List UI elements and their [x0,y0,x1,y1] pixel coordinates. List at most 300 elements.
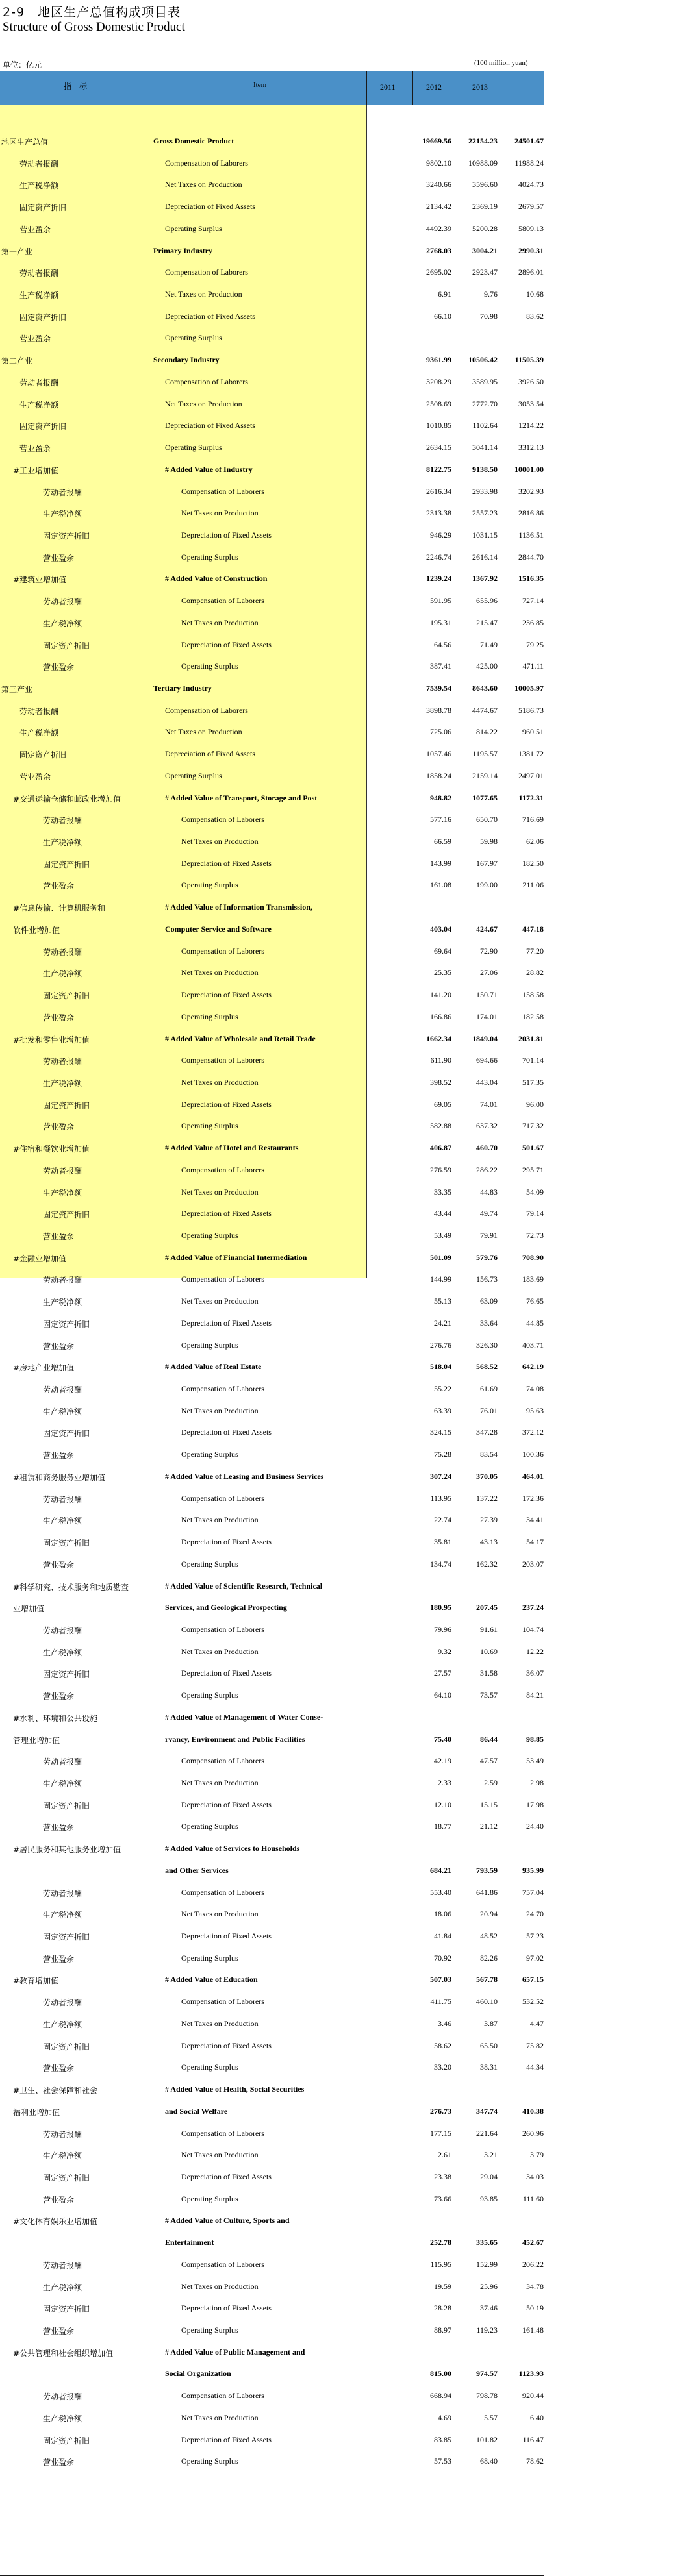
row-value-2011: 1239.24 [426,574,451,584]
row-label-cn: #工业增加值 [13,465,59,475]
row-label-cn: 劳动者报酬 [43,1057,82,1067]
header-year-2011: 2011 [380,82,396,92]
row-label-cn: 生产税净额 [43,2414,82,2423]
table-row [0,2451,544,2470]
row-value-2011: 9802.10 [426,158,451,167]
row-label-cn: 营业盈余 [43,2064,75,2074]
row-label-cn: #批发和零售业增加值 [13,1035,90,1045]
row-label-cn: 劳动者报酬 [43,1889,82,1898]
row-value-2012: 3596.60 [472,180,498,190]
table-row [0,854,544,872]
row-label-en: Net Taxes on Production [181,1778,259,1787]
table-row [0,2057,544,2075]
row-label-cn: 第三产业 [1,685,33,694]
table-row [0,1269,544,1287]
row-label-cn: 营业盈余 [43,553,75,563]
row-value-2012: 21.12 [480,1822,498,1831]
row-value-2011: 33.35 [434,1187,451,1196]
row-value-2013: 76.65 [526,1296,544,1306]
table-row [0,350,544,368]
row-value-2011: 684.21 [430,1865,451,1875]
row-value-2013: 79.14 [526,1209,544,1219]
row-value-2013: 11988.24 [514,158,544,167]
row-value-2013: 2.98 [530,1778,544,1787]
row-value-2011: 66.10 [434,311,451,321]
row-value-2013: 72.73 [526,1231,544,1240]
row-value-2013: 237.24 [522,1603,544,1613]
row-label-en: # Added Value of Education [165,1975,258,1985]
row-value-2011: 1057.46 [426,749,451,759]
row-value-2012: 207.45 [476,1603,498,1613]
table-row [0,1467,544,1485]
table-row [0,460,544,478]
row-value-2012: 9.76 [484,290,498,299]
table-row [0,525,544,543]
row-label-en: Operating Surplus [181,1559,238,1568]
row-value-2011: 9361.99 [426,355,451,365]
row-value-2013: 471.11 [522,662,544,671]
row-label-cn: 固定资产折旧 [43,1210,90,1220]
row-value-2013: 935.99 [522,1865,544,1875]
row-label-en: Operating Surplus [181,2457,238,2466]
row-value-2012: 2933.98 [472,486,498,496]
table-row [0,1663,544,1681]
row-value-2013: 464.01 [522,1471,544,1481]
row-label-en: # Added Value of Scientific Research, Technical [165,1581,323,1591]
row-label-cn: 生产税净额 [19,400,59,410]
row-value-2013: 2896.01 [518,267,544,277]
row-value-2012: 137.22 [476,1493,498,1503]
row-value-2013: 78.62 [526,2457,544,2466]
row-label-en: Depreciation of Fixed Assets [181,990,272,1000]
table-row [0,1160,544,1178]
row-value-2013: 757.04 [522,1887,544,1897]
row-value-2012: 65.50 [480,2040,498,2050]
row-label-cn: #居民服务和其他服务业增加值 [13,1845,121,1855]
row-value-2012: 25.96 [480,2281,498,2291]
row-label-en: and Social Welfare [165,2106,228,2116]
row-value-2012: 91.61 [480,1624,498,1634]
row-value-2013: 98.85 [526,1734,544,1744]
table-row [0,2124,544,2142]
row-value-2011: 73.66 [434,2194,451,2203]
row-value-2012: 37.46 [480,2303,498,2313]
row-value-2011: 276.76 [430,1340,451,1350]
row-value-2013: 96.00 [526,1099,544,1109]
row-label-cn: 营业盈余 [19,444,51,454]
row-value-2011: 387.41 [430,662,451,671]
row-value-2013: 4024.73 [518,180,544,190]
row-value-2012: 347.74 [476,2106,498,2116]
row-value-2011: 75.40 [434,1734,451,1744]
row-value-2013: 57.23 [526,1931,544,1941]
header-year-2012: 2012 [426,82,442,92]
row-label-cn: 营业盈余 [43,2195,75,2205]
table-row [0,1357,544,1375]
row-label-en: Operating Surplus [165,223,222,233]
table-row [0,1510,544,1528]
row-value-2012: 567.78 [476,1975,498,1985]
row-value-2013: 10.68 [526,290,544,299]
row-label-cn: 固定资产折旧 [43,860,90,869]
table-row [0,2211,544,2229]
row-value-2011: 27.57 [434,1668,451,1678]
row-label-en: # Added Value of Financial Intermediation [165,1252,307,1262]
row-label-en: and Other Services [165,1865,229,1875]
row-value-2013: 77.20 [526,946,544,956]
table-row [0,131,544,149]
row-value-2013: 172.36 [522,1493,544,1503]
table-row [0,1422,544,1441]
row-value-2011: 406.87 [430,1143,451,1153]
row-value-2011: 1858.24 [426,771,451,780]
row-value-2011: 507.03 [430,1975,451,1985]
row-value-2012: 71.49 [480,639,498,649]
row-value-2011: 9.32 [438,1646,451,1656]
table-row [0,2101,544,2120]
row-label-en: Net Taxes on Production [181,1077,259,1087]
row-value-2011: 134.74 [430,1559,451,1568]
row-value-2012: 974.57 [476,2369,498,2379]
row-label-en: Compensation of Laborers [181,1624,264,1634]
table-row [0,1795,544,1813]
row-value-2012: 3589.95 [472,377,498,386]
table-row [0,1116,544,1134]
row-value-2011: 55.13 [434,1296,451,1306]
row-value-2011: 19.59 [434,2281,451,2291]
row-value-2011: 1662.34 [426,1034,451,1043]
row-value-2013: 11505.39 [514,355,544,365]
row-label-en: Net Taxes on Production [181,617,259,627]
row-value-2012: 655.96 [476,596,498,606]
table-row [0,328,544,346]
row-value-2013: 1214.22 [518,421,544,430]
row-value-2011: 75.28 [434,1450,451,1459]
row-value-2012: 2159.14 [472,771,498,780]
table-row [0,635,544,653]
row-value-2012: 2369.19 [472,202,498,212]
table-row [0,2145,544,2163]
row-value-2011: 69.05 [434,1099,451,1109]
table-row [0,438,544,456]
row-label-cn: 固定资产折旧 [43,1100,90,1110]
row-value-2012: 637.32 [476,1121,498,1131]
row-label-cn: 劳动者报酬 [19,159,59,169]
row-label-cn: 营业盈余 [43,1232,75,1241]
row-label-en: Compensation of Laborers [181,1756,264,1766]
table-row [0,1948,544,1966]
table-row [0,2079,544,2098]
row-label-cn: 业增加值 [13,1604,45,1614]
row-label-cn: #公共管理和社会组织增加值 [13,2348,114,2358]
row-label-en: Net Taxes on Production [181,1406,259,1415]
row-label-en: Depreciation of Fixed Assets [181,1428,272,1437]
row-value-2011: 307.24 [430,1471,451,1481]
row-label-cn: 固定资产折旧 [43,1933,90,1942]
row-value-2013: 44.34 [526,2062,544,2072]
row-value-2012: 68.40 [480,2457,498,2466]
row-value-2013: 54.09 [526,1187,544,1196]
table-row [0,2298,544,2316]
row-label-cn: 劳动者报酬 [43,2392,82,2402]
row-label-cn: 劳动者报酬 [19,269,59,279]
row-value-2012: 2923.47 [472,267,498,277]
row-label-en: Compensation of Laborers [181,1997,264,2007]
row-value-2013: 295.71 [522,1165,544,1174]
table-row [0,1379,544,1397]
row-label-cn: 劳动者报酬 [43,947,82,957]
row-value-2012: 1849.04 [472,1034,498,1043]
row-value-2012: 156.73 [476,1274,498,1284]
row-label-en: Compensation of Laborers [181,1887,264,1897]
table-row [0,1204,544,1222]
row-value-2011: 7539.54 [426,684,451,693]
row-label-cn: 劳动者报酬 [43,2129,82,2139]
table-row [0,306,544,325]
row-label-en: Depreciation of Fixed Assets [181,639,272,649]
row-label-cn: 生产税净额 [43,2151,82,2161]
row-value-2013: 182.58 [522,1011,544,1021]
row-value-2013: 84.21 [526,1690,544,1700]
table-row [0,1554,544,1572]
row-label-cn: 营业盈余 [43,882,75,891]
table-row [0,262,544,280]
row-label-en: Entertainment [165,2238,214,2248]
row-value-2012: 48.52 [480,1931,498,1941]
row-value-2013: 3053.54 [518,399,544,408]
row-value-2011: 35.81 [434,1537,451,1547]
row-value-2011: 161.08 [430,880,451,890]
row-value-2012: 1031.15 [472,530,498,539]
row-label-en: Depreciation of Fixed Assets [181,530,272,539]
row-value-2013: 2497.01 [518,771,544,780]
row-value-2011: 180.95 [430,1603,451,1613]
row-value-2013: 3312.13 [518,443,544,452]
table-row [0,547,544,565]
row-label-en: Net Taxes on Production [165,727,242,737]
row-value-2013: 75.82 [526,2040,544,2050]
row-value-2011: 70.92 [434,1953,451,1963]
table-row [0,2255,544,2273]
row-label-cn: 营业盈余 [43,1560,75,1570]
table-row [0,1182,544,1200]
row-label-cn: 生产税净额 [43,1779,82,1789]
row-label-cn: #科学研究、技术服务和地质勘查 [13,1582,129,1592]
table-row [0,1970,544,1988]
row-value-2013: 24.70 [526,1909,544,1919]
row-value-2011: 276.73 [430,2106,451,2116]
row-label-cn: #住宿和餐饮业增加值 [13,1145,90,1154]
row-label-en: # Added Value of Management of Water Conse- [165,1712,323,1722]
row-label-cn: 生产税净额 [43,1648,82,1657]
row-label-en: Net Taxes on Production [165,180,242,190]
table-row [0,832,544,850]
row-label-cn: 固定资产折旧 [43,1539,90,1548]
row-label-en: Net Taxes on Production [181,1187,259,1196]
row-label-en: Compensation of Laborers [181,1056,264,1065]
row-value-2012: 424.67 [476,924,498,934]
row-label-cn: 劳动者报酬 [43,488,82,497]
row-value-2011: 725.06 [430,727,451,737]
row-label-en: # Added Value of Wholesale and Retail Trade [165,1034,316,1043]
row-label-en: Gross Domestic Product [153,136,234,145]
row-value-2011: 18.77 [434,1822,451,1831]
row-label-cn: 营业盈余 [43,1823,75,1833]
table-row [0,766,544,784]
row-value-2013: 410.38 [522,2106,544,2116]
row-value-2013: 24.40 [526,1822,544,1831]
row-value-2011: 252.78 [430,2238,451,2248]
row-label-cn: 管理业增加值 [13,1735,60,1745]
table-row [0,1883,544,1901]
row-value-2013: 158.58 [522,990,544,1000]
row-label-en: Operating Surplus [181,2062,238,2072]
row-value-2012: 70.98 [480,311,498,321]
row-label-cn: 营业盈余 [43,663,75,673]
row-label-en: Depreciation of Fixed Assets [181,858,272,868]
row-value-2011: 55.22 [434,1384,451,1394]
row-label-en: Compensation of Laborers [181,946,264,956]
row-value-2013: 100.36 [522,1450,544,1459]
row-label-cn: 软件业增加值 [13,925,60,935]
row-value-2013: 1172.31 [518,793,544,802]
row-value-2011: 946.29 [430,530,451,539]
row-value-2013: 1516.35 [518,574,544,584]
table-row [0,875,544,893]
row-value-2013: 17.98 [526,1800,544,1809]
table-row [0,1576,544,1594]
table-row [0,2430,544,2448]
table-row [0,1313,544,1331]
row-label-en: Depreciation of Fixed Assets [181,2434,272,2444]
table-row [0,2277,544,2295]
row-label-en: Operating Surplus [181,1690,238,1700]
row-value-2011: 144.99 [430,1274,451,1284]
unit-en: (100 million yuan) [474,59,528,67]
row-value-2013: 104.74 [522,1624,544,1634]
row-value-2012: 10988.09 [468,158,498,167]
table-row [0,656,544,675]
row-value-2011: 33.20 [434,2062,451,2072]
row-label-cn: 劳动者报酬 [19,706,59,716]
row-label-cn: #文化体育娱乐业增加值 [13,2217,98,2227]
row-value-2011: 2134.42 [426,202,451,212]
row-value-2012: 86.44 [480,1734,498,1744]
row-value-2011: 2695.02 [426,267,451,277]
row-label-cn: 劳动者报酬 [43,816,82,826]
row-label-en: Net Taxes on Production [181,837,259,847]
row-label-cn: 营业盈余 [43,1013,75,1022]
row-value-2012: 326.30 [476,1340,498,1350]
row-label-cn: 生产税净额 [43,969,82,979]
row-label-cn: 生产税净额 [43,1188,82,1198]
row-value-2013: 260.96 [522,2128,544,2138]
row-value-2013: 95.63 [526,1406,544,1415]
row-value-2012: 76.01 [480,1406,498,1415]
row-label-cn: 固定资产折旧 [43,1429,90,1439]
row-label-cn: 劳动者报酬 [43,1626,82,1635]
row-value-2012: 79.91 [480,1231,498,1240]
row-value-2011: 115.95 [430,2259,451,2269]
row-label-cn: 营业盈余 [43,1122,75,1132]
row-value-2013: 182.50 [522,858,544,868]
row-value-2013: 2816.86 [518,508,544,518]
row-value-2012: 3.87 [484,2018,498,2028]
row-label-cn: 劳动者报酬 [43,1166,82,1176]
row-label-cn: 营业盈余 [43,1692,75,1702]
row-value-2012: 59.98 [480,837,498,847]
row-value-2013: 501.67 [522,1143,544,1153]
table-row [0,415,544,434]
row-value-2011: 403.04 [430,924,451,934]
table-row [0,394,544,412]
row-label-cn: 生产税净额 [43,838,82,848]
row-label-en: Depreciation of Fixed Assets [181,1099,272,1109]
row-value-2012: 425.00 [476,662,498,671]
row-value-2013: 12.22 [526,1646,544,1656]
row-value-2012: 43.13 [480,1537,498,1547]
table-row [0,2014,544,2032]
row-value-2011: 63.39 [434,1406,451,1415]
row-value-2012: 2.59 [484,1778,498,1787]
row-value-2012: 29.04 [480,2172,498,2181]
row-label-cn: 固定资产折旧 [43,2305,90,2314]
table-row [0,1685,544,1703]
row-label-cn: 固定资产折旧 [19,312,67,322]
row-label-en: Depreciation of Fixed Assets [181,2303,272,2313]
row-value-2013: 206.22 [522,2259,544,2269]
row-value-2011: 1010.85 [426,421,451,430]
row-value-2012: 1367.92 [472,574,498,584]
row-value-2011: 2.61 [438,2150,451,2160]
row-value-2012: 47.57 [480,1756,498,1766]
row-value-2011: 22.74 [434,1515,451,1525]
row-label-cn: 生产税净额 [43,1078,82,1088]
row-label-cn: 生产税净额 [43,1407,82,1417]
row-value-2012: 798.78 [476,2391,498,2401]
row-label-en: Computer Service and Software [165,924,272,934]
row-value-2011: 28.28 [434,2303,451,2313]
row-value-2013: 6.40 [530,2412,544,2422]
row-label-cn: 固定资产折旧 [43,1319,90,1329]
table-row [0,569,544,587]
row-label-cn: 生产税净额 [19,291,59,301]
row-value-2013: 211.06 [522,880,544,890]
row-value-2011: 276.59 [430,1165,451,1174]
row-value-2011: 3240.66 [426,180,451,190]
row-value-2012: 460.10 [476,1997,498,2007]
row-value-2012: 10.69 [480,1646,498,1656]
row-value-2012: 641.86 [476,1887,498,1897]
row-label-cn: 生产税净额 [43,2283,82,2292]
table-row [0,1598,544,1616]
row-value-2012: 3041.14 [472,443,498,452]
row-label-cn: 固定资产折旧 [43,2042,90,2051]
row-label-cn: 固定资产折旧 [43,1801,90,1811]
row-label-cn: 营业盈余 [43,1954,75,1964]
row-label-en: Net Taxes on Production [181,968,259,978]
row-value-2013: 203.07 [522,1559,544,1568]
row-label-en: Net Taxes on Production [181,508,259,518]
row-label-cn: 劳动者报酬 [19,378,59,388]
row-label-en: Operating Surplus [165,443,222,452]
row-label-cn: 生产税净额 [43,619,82,628]
row-label-en: Operating Surplus [165,333,222,343]
row-value-2012: 1195.57 [472,749,498,759]
table-row [0,2364,544,2382]
table-row [0,153,544,171]
row-label-cn: 生产税净额 [43,1517,82,1526]
